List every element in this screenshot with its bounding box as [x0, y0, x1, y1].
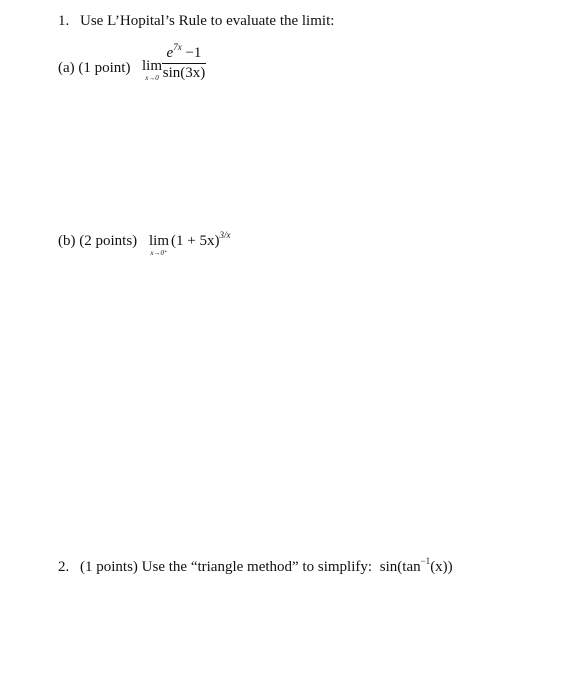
question-1-number: 1.: [58, 13, 70, 29]
question-2: [58, 556, 453, 576]
part-a-numerator: [161, 44, 207, 63]
part-a-numerator-rest: −1: [181, 45, 202, 61]
part-b-lim-subscript: x→0⁺: [150, 249, 168, 257]
part-a-fraction: [161, 44, 207, 82]
question-1: [58, 13, 334, 30]
part-b-limit: [146, 233, 172, 257]
question-2-number: 2.: [58, 559, 70, 575]
part-a-lim-subscript: x→0: [145, 74, 159, 82]
part-a-numerator-exponent: 7x: [173, 42, 182, 52]
question-1-text: Use L’Hopital’s Rule to evaluate the limit:: [80, 13, 335, 29]
part-a-denominator: sin(3x): [162, 65, 206, 81]
part-b-lim-word: lim: [148, 233, 169, 249]
question-2-expr-superscript: −1: [420, 556, 431, 566]
question-2-text: (1 points) Use the “triangle method” to simplify:: [80, 559, 373, 575]
part-b-expression: [171, 230, 231, 250]
part-a-label: (a) (1 point): [58, 60, 131, 76]
part-a-lim-word: lim: [141, 58, 162, 74]
part-b-base: (1 + 5x): [171, 233, 220, 249]
question-2-expression: [379, 556, 453, 575]
question-2-expr-prefix: sin(tan: [379, 559, 421, 575]
question-2-expr-suffix: (x)): [430, 559, 453, 575]
part-b-exponent: 3/x: [219, 230, 231, 240]
part-a-numerator-base: e: [166, 45, 174, 61]
part-b-label: (b) (2 points): [58, 233, 138, 249]
